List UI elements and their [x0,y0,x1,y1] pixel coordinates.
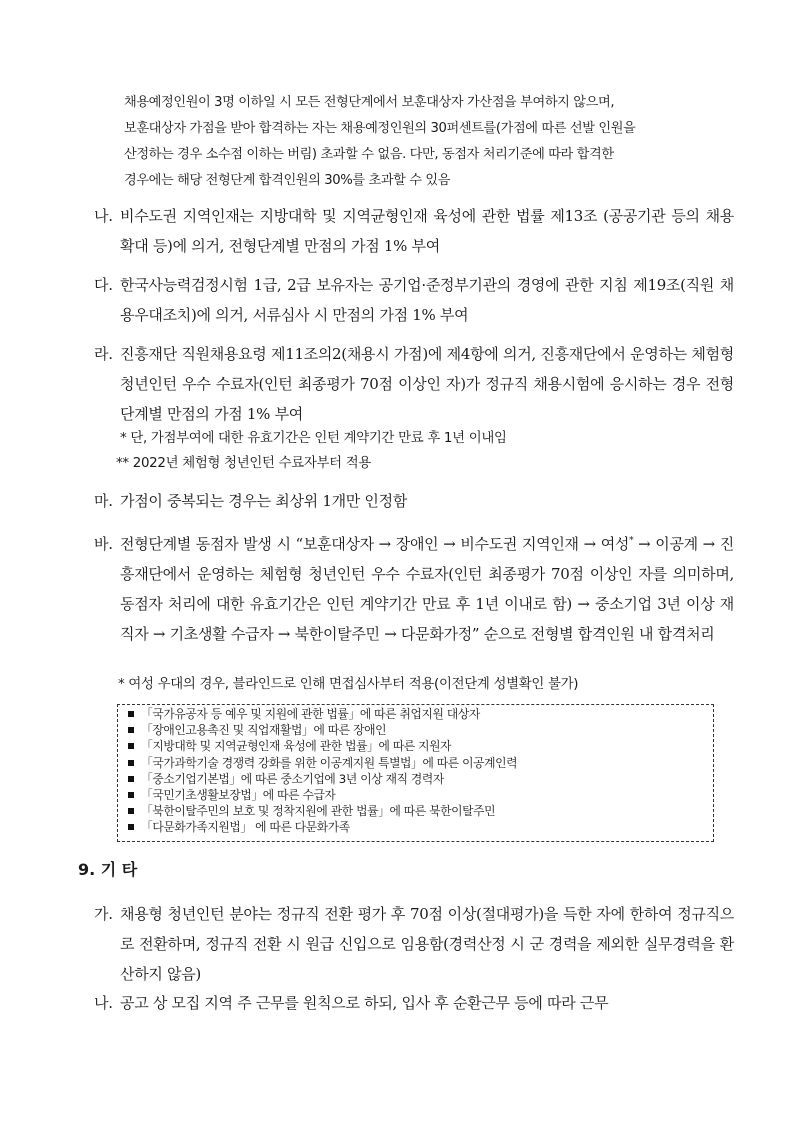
item-text: 한국사능력검정시험 1급, 2급 보유자는 공기업·준정부기관의 경영에 관한 지침 제19조(직원 채용우대조치)에 의거, 서류심사 시 만점의 가점 1% 부여 [120,276,734,324]
box-row: 「장애인고용촉진 및 직업재활법」에 따른 장애인 [128,722,703,738]
note-ba-1: * 여성 우대의 경우, 블라인드로 인해 면접심사부터 적용(이전단계 성별확인 불가) [118,677,579,692]
bullet-square-icon [128,711,134,717]
item-na [94,201,734,261]
item-text [120,529,734,649]
item-text: 진흥재단 직원채용요령 제11조의2(채용시 가점)에 제4항에 의거, 진흥재단에서 운영하는 체험형 청년인턴 우수 수료자(인턴 최종평가 70점 이상인 자)가 정규직 채용시험에 응시하는 경우 전형단계별 만점의 가점 1% 부여 [120,345,734,423]
item-ma [94,486,734,516]
item-da [94,270,734,330]
item-text-part: 전형단계별 동점자 발생 시 “보훈대상자 → 장애인 → 비수도권 지역인재 → 여성 [120,535,630,553]
intro-line: 경우에는 해당 전형단계 합격인원의 30%를 초과할 수 있음 [124,173,451,188]
reference-box [117,704,714,842]
section-heading: 9. 기 타 [78,860,138,879]
item-marker: 마. [94,492,113,510]
bullet-square-icon [128,743,134,749]
item-marker: 다. [94,276,113,294]
box-row: 「국민기초생활보장법」에 따른 수급자 [128,787,703,803]
item-marker: 바. [94,535,113,553]
item-text: 공고 상 모집 지역 주 근무를 원칙으로 하되, 입사 후 순환근무 등에 따라 근무 [120,994,609,1012]
intro-paragraph [124,90,724,194]
note-ra-2: ** 2022년 체험형 청년인턴 수료자부터 적용 [116,456,371,471]
item-ra [94,339,734,429]
box-row: 「중소기업기본법」에 따른 중소기업에 3년 이상 재직 경력자 [128,771,703,787]
item-marker: 라. [94,345,113,363]
item-text: 가점이 중복되는 경우는 최상위 1개만 인정함 [120,492,408,510]
bullet-square-icon [128,824,134,830]
box-row: 「북한이탈주민의 보호 및 정착지원에 관한 법률」에 따른 북한이탈주민 [128,803,703,819]
intro-line: 산정하는 경우 소수점 이하는 버림) 초과할 수 없음. 다만, 동점자 처리기준에 따라 합격한 [124,147,614,162]
item-marker: 가. [94,905,113,923]
intro-line: 보훈대상자 가점을 받아 합격하는 자는 채용예정인원의 30퍼센트를(가점에 따른 선발 인원을 [124,121,636,136]
bullet-square-icon [128,808,134,814]
item-text: 채용형 청년인턴 분야는 정규직 전환 평가 후 70점 이상(절대평가)을 득한 자에 한하여 정규직으로 전환하며, 정규직 전환 시 원급 신입으로 임용함(경력산정 시 군 경력을 제외한 실무경력을 환산하지 않음) [120,905,734,983]
intro-line: 채용예정인원이 3명 이하일 시 모든 전형단계에서 보훈대상자 가산점을 부여하지 않으며, [124,95,615,110]
item-marker: 나. [94,994,113,1012]
box-row: 「국가유공자 등 예우 및 지원에 관한 법률」에 따른 취업지원 대상자 [128,706,703,722]
box-row: 「지방대학 및 지역균형인재 육성에 관한 법률」에 따른 지원자 [128,738,703,754]
item-text: 비수도권 지역인재는 지방대학 및 지역균형인재 육성에 관한 법률 제13조 (공공기관 등의 채용 확대 등)에 의거, 전형단계별 만점의 가점 1% 부여 [120,207,734,255]
box-row: 「다문화가족지원법」 에 따른 다문화가족 [128,819,703,835]
item-marker: 나. [94,207,113,225]
note-ra-1: * 단, 가점부여에 대한 유효기간은 인턴 계약기간 만료 후 1년 이내임 [120,431,507,446]
item-ba [94,529,734,649]
footnote-mark: * [629,536,634,546]
box-row: 「국가과학기술 경쟁력 강화를 위한 이공계지원 특별법」에 따른 이공계인력 [128,755,703,771]
bullet-square-icon [128,727,134,733]
bullet-square-icon [128,760,134,766]
bullet-square-icon [128,776,134,782]
section9-item-na [94,988,734,1018]
item-text-part: → 이공계 → 진흥재단에서 운영하는 체험형 청년인턴 우수 수료자(인턴 최종평가 70점 이상인 자를 의미하며, 동점자 처리에 대한 유효기간은 인턴 계약기간 만료 후 1년 이내로 함) → 중소기업 3년 이상 재직자 → 기초생활 수급자 → 북한이탈주민 → 다문화가정” 순으로 전형별 합격인원 내 합격처리 [120,535,734,643]
bullet-square-icon [128,792,134,798]
section9-item-ga [94,899,734,989]
